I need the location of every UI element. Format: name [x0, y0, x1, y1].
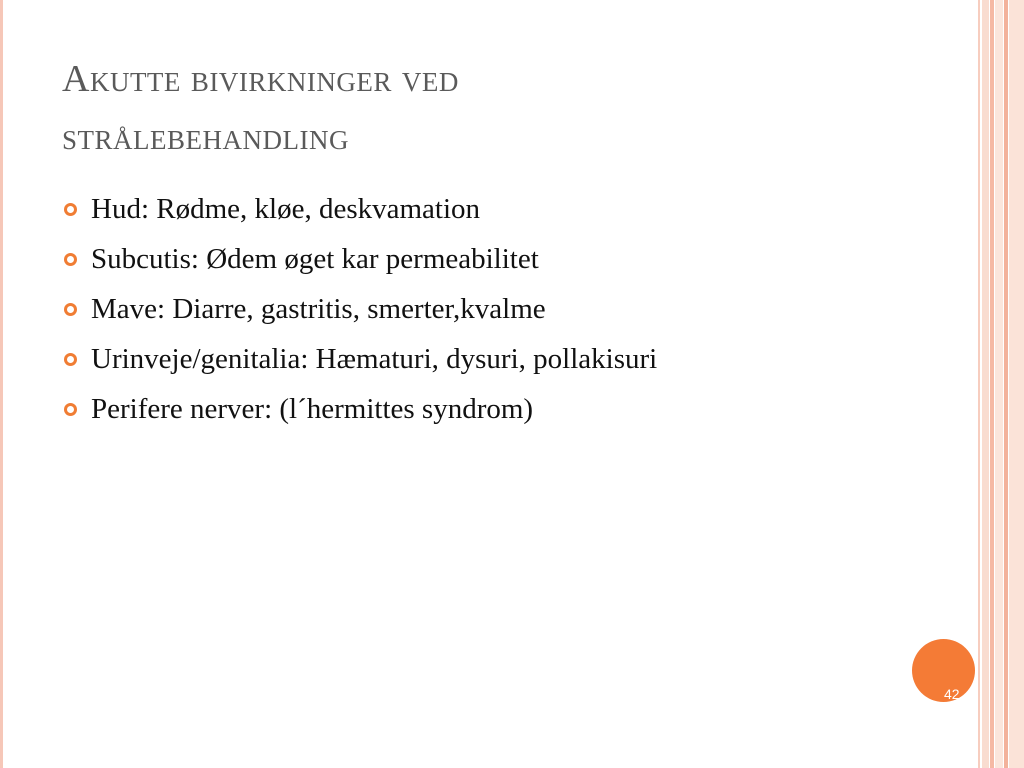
- left-decorative-stripe: [0, 0, 3, 768]
- bullet-item: [64, 334, 944, 384]
- circle-outline-icon: [64, 353, 77, 366]
- bullet-text: Subcutis: Ødem øget kar permeabilitet: [91, 242, 539, 275]
- slide-title: [62, 50, 942, 166]
- bullet-text: Hud: Rødme, kløe, deskvamation: [91, 192, 481, 225]
- circle-outline-icon: [64, 303, 77, 316]
- slide-title-line: strålebehandling: [62, 116, 349, 158]
- bullet-item: [64, 384, 944, 434]
- right-decorative-band: [982, 0, 989, 768]
- right-decorative-band: [990, 0, 994, 768]
- slide-title-line: Akutte bivirkninger ved: [62, 58, 459, 100]
- page-number: 42: [944, 686, 960, 702]
- right-decorative-band: [995, 0, 1003, 768]
- circle-outline-icon: [64, 253, 77, 266]
- right-decorative-band: [1009, 0, 1024, 768]
- right-decorative-band: [978, 0, 980, 768]
- bullet-item: [64, 284, 944, 334]
- bullet-text: Perifere nerver: (l´hermittes syndrom): [91, 392, 534, 425]
- circle-outline-icon: [64, 203, 77, 216]
- circle-outline-icon: [64, 403, 77, 416]
- bullet-text: Urinveje/genitalia: Hæmaturi, dysuri, pollakisuri: [91, 342, 658, 375]
- bullet-item: [64, 234, 944, 284]
- bullet-text: Mave: Diarre, gastritis, smerter,kvalme: [91, 292, 546, 325]
- bullet-list: [64, 184, 944, 434]
- right-decorative-band: [1004, 0, 1008, 768]
- bullet-item: [64, 184, 944, 234]
